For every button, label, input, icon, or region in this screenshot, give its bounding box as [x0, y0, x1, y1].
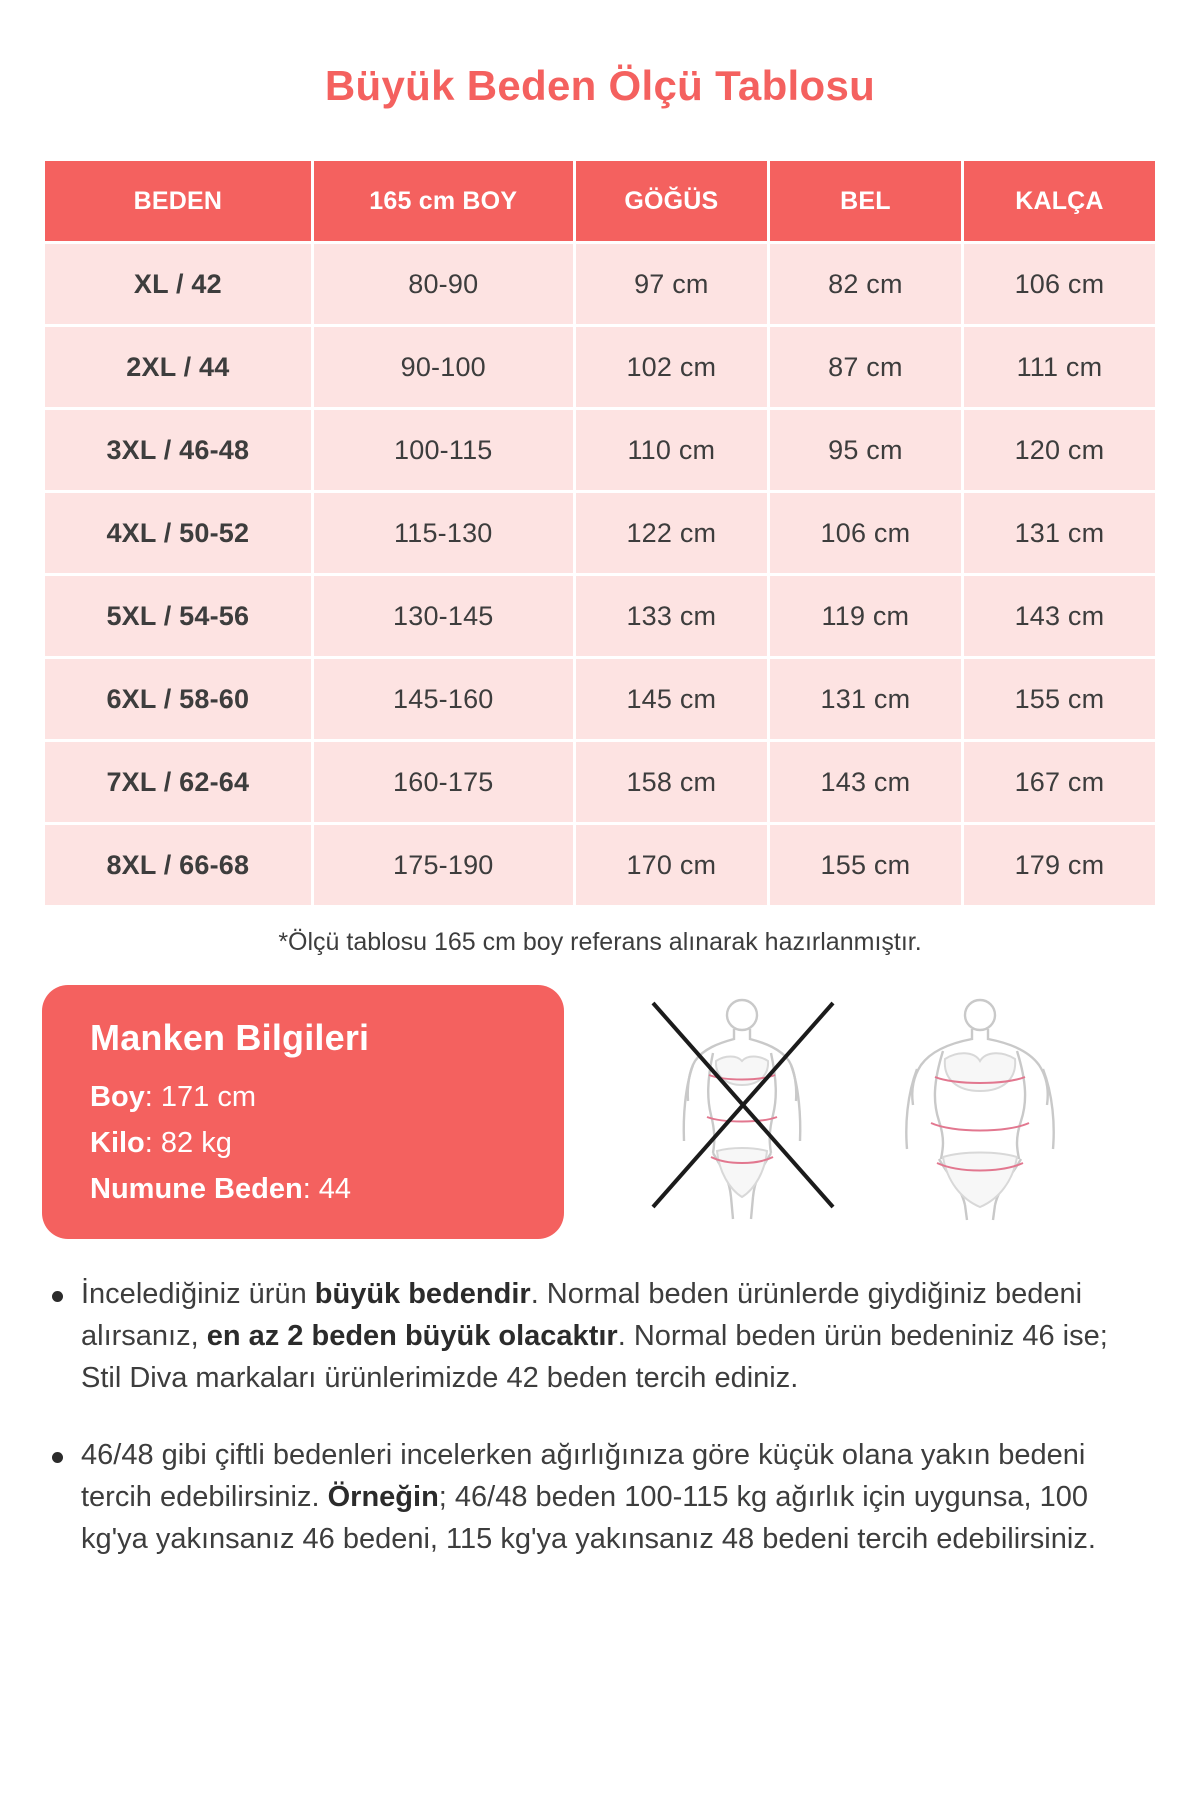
plus-size-figure-icon	[875, 991, 1085, 1221]
table-cell: 170 cm	[576, 825, 767, 905]
body-figures	[564, 985, 1158, 1221]
model-height-label: Boy	[90, 1081, 145, 1114]
emphasis-text: büyük bedendir	[314, 1277, 531, 1310]
bullet-dot-icon	[52, 1452, 63, 1463]
size-table-container	[42, 158, 1158, 908]
model-height-value: : 171 cm	[144, 1081, 257, 1114]
table-cell: 160-175	[314, 742, 573, 822]
size-table	[42, 158, 1158, 908]
table-footnote: *Ölçü tablosu 165 cm boy referans alınarak hazırlanmıştır.	[278, 928, 922, 957]
table-cell: 106 cm	[964, 244, 1155, 324]
list-item	[46, 1434, 1154, 1561]
table-row	[45, 410, 1155, 490]
plain-text: ; 46/48 beden 100-115 kg ağırlık için uygunsa, 100 kg'ya yakınsanız 46 bedeni, 115 kg'ya yakınsanız 48 bedeni tercih edebilirsiniz.	[81, 1481, 1096, 1556]
model-weight-value: : 82 kg	[144, 1127, 232, 1160]
table-row	[45, 576, 1155, 656]
column-header-boy: 165 cm BOY	[314, 161, 573, 241]
table-cell-size: 8XL / 66-68	[45, 825, 311, 905]
table-cell-size: 6XL / 58-60	[45, 659, 311, 739]
page-title: Büyük Beden Ölçü Tablosu	[324, 62, 876, 110]
table-cell-size: 3XL / 46-48	[45, 410, 311, 490]
table-cell-size: 7XL / 62-64	[45, 742, 311, 822]
table-cell: 82 cm	[770, 244, 961, 324]
table-cell: 145 cm	[576, 659, 767, 739]
plain-text: İncelediğiniz ürün	[81, 1277, 315, 1310]
notes-list	[46, 1273, 1154, 1561]
emphasis-text: Örneğin	[327, 1481, 439, 1513]
list-item-text	[81, 1434, 1154, 1561]
model-sample-size-label: Numune Beden	[90, 1172, 303, 1205]
table-cell: 158 cm	[576, 742, 767, 822]
table-cell-size: 4XL / 50-52	[45, 493, 311, 573]
plain-text: . Normal beden ürün bedeniniz 46 ise; Stil Diva markaları ürünlerimizde 42 beden tercih ediniz.	[81, 1320, 1108, 1395]
column-header-bel: BEL	[770, 161, 961, 241]
model-weight-row	[90, 1121, 534, 1167]
model-and-figures-row	[42, 985, 1158, 1238]
table-cell: 120 cm	[964, 410, 1155, 490]
table-cell: 167 cm	[964, 742, 1155, 822]
list-item	[46, 1273, 1154, 1400]
plain-text: 46/48 gibi çiftli bedenleri incelerken ağırlığınıza göre küçük olana yakın bedeni tercih edebilirsiniz.	[81, 1438, 1086, 1513]
table-cell: 111 cm	[964, 327, 1155, 407]
table-cell: 155 cm	[964, 659, 1155, 739]
table-cell: 90-100	[314, 327, 573, 407]
table-cell: 80-90	[314, 244, 573, 324]
table-cell: 102 cm	[576, 327, 767, 407]
table-cell: 143 cm	[770, 742, 961, 822]
table-cell: 145-160	[314, 659, 573, 739]
table-body	[45, 244, 1155, 905]
table-cell: 130-145	[314, 576, 573, 656]
bullet-dot-icon	[52, 1291, 63, 1302]
table-cell: 133 cm	[576, 576, 767, 656]
emphasis-text: en az 2 beden büyük olacaktır	[206, 1320, 618, 1353]
model-info-card	[42, 985, 564, 1238]
table-cell: 179 cm	[964, 825, 1155, 905]
table-cell: 131 cm	[964, 493, 1155, 573]
table-header-row	[45, 161, 1155, 241]
table-row	[45, 659, 1155, 739]
table-cell: 106 cm	[770, 493, 961, 573]
column-header-gogus: GÖĞÜS	[576, 161, 767, 241]
table-cell: 155 cm	[770, 825, 961, 905]
table-cell: 143 cm	[964, 576, 1155, 656]
table-cell: 122 cm	[576, 493, 767, 573]
table-cell: 110 cm	[576, 410, 767, 490]
table-cell: 175-190	[314, 825, 573, 905]
table-cell-size: 2XL / 44	[45, 327, 311, 407]
table-cell: 119 cm	[770, 576, 961, 656]
list-item-text	[81, 1273, 1154, 1400]
table-cell-size: XL / 42	[45, 244, 311, 324]
table-cell: 115-130	[314, 493, 573, 573]
table-row	[45, 327, 1155, 407]
model-height-row	[90, 1075, 534, 1121]
table-row	[45, 244, 1155, 324]
table-row	[45, 493, 1155, 573]
table-cell: 95 cm	[770, 410, 961, 490]
column-header-beden: BEDEN	[45, 161, 311, 241]
table-row	[45, 742, 1155, 822]
model-weight-label: Kilo	[90, 1127, 145, 1160]
table-cell: 100-115	[314, 410, 573, 490]
slim-figure-crossed-out-icon	[637, 991, 847, 1221]
table-cell: 97 cm	[576, 244, 767, 324]
column-header-kalca: KALÇA	[964, 161, 1155, 241]
table-cell-size: 5XL / 54-56	[45, 576, 311, 656]
table-row	[45, 825, 1155, 905]
plain-text: . Normal beden ürünlerde giydiğiniz bedeni alırsanız,	[81, 1277, 1083, 1353]
model-info-heading: Manken Bilgileri	[90, 1017, 370, 1059]
table-cell: 87 cm	[770, 327, 961, 407]
model-sample-size-row	[90, 1167, 534, 1213]
table-cell: 131 cm	[770, 659, 961, 739]
model-sample-size-value: : 44	[302, 1172, 352, 1205]
